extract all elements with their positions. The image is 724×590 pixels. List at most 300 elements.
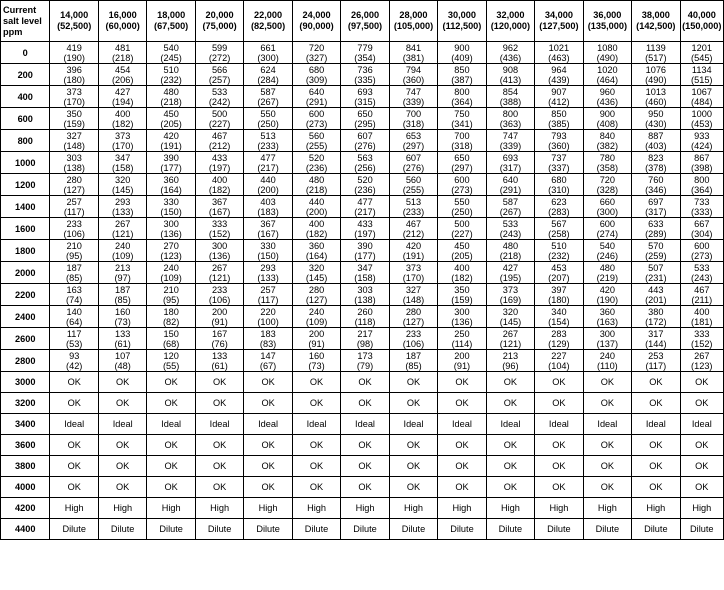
amount-secondary: (109) [111, 250, 134, 261]
table-cell [50, 284, 98, 306]
amount-secondary: (61) [114, 338, 131, 349]
amount-secondary: (190) [63, 52, 85, 63]
table-cell [50, 306, 98, 328]
status-cell: High [98, 498, 146, 519]
amount-primary: 267 [502, 328, 519, 339]
status-cell: OK [98, 435, 146, 456]
table-cell [292, 218, 340, 240]
status-cell: OK [438, 393, 486, 414]
amount-primary: 650 [357, 108, 373, 119]
amount-secondary: (219) [596, 272, 619, 283]
amount-secondary: (85) [114, 294, 131, 305]
table-cell [486, 130, 534, 152]
amount-secondary: (182) [208, 184, 231, 195]
status-cell: Ideal [195, 414, 243, 435]
amount-secondary: (517) [645, 52, 667, 63]
amount-primary: 240 [308, 306, 325, 317]
amount-secondary: (53) [66, 338, 83, 349]
amount-primary: 187 [66, 262, 82, 273]
amount-secondary: (64) [66, 316, 83, 327]
table-cell [244, 306, 292, 328]
amount-secondary: (158) [111, 162, 134, 173]
amount-primary: 333 [694, 328, 710, 339]
table-cell [244, 240, 292, 262]
amount-secondary: (333) [691, 206, 713, 217]
amount-secondary: (83) [259, 338, 277, 349]
status-cell: OK [244, 372, 292, 393]
table-cell [147, 350, 195, 372]
amount-secondary: (138) [63, 162, 85, 173]
table-cell [486, 86, 534, 108]
table-cell [680, 284, 723, 306]
volume-header [98, 1, 146, 42]
amount-secondary: (117) [257, 294, 279, 305]
volume-primary: 16,000 [108, 10, 137, 20]
table-cell [486, 108, 534, 130]
amount-primary: 1080 [597, 42, 618, 53]
table-cell [147, 42, 195, 64]
table-cell [438, 86, 486, 108]
amount-secondary: (150) [257, 250, 279, 261]
amount-secondary: (297) [402, 140, 425, 151]
amount-primary: 510 [551, 240, 567, 251]
amount-secondary: (363) [499, 118, 522, 129]
amount-primary: 373 [66, 86, 82, 97]
amount-secondary: (250) [257, 118, 279, 129]
status-cell: OK [292, 456, 340, 477]
amount-secondary: (273) [305, 118, 328, 129]
amount-secondary: (206) [111, 74, 134, 85]
amount-secondary: (137) [596, 338, 619, 349]
volume-header [147, 1, 195, 42]
volume-secondary: (135,000) [587, 21, 628, 31]
salt-level-cell: 200 [1, 64, 50, 86]
status-cell: High [535, 498, 583, 519]
amount-primary: 400 [694, 306, 710, 317]
amount-primary: 150 [163, 328, 179, 339]
amount-secondary: (232) [548, 250, 570, 261]
amount-primary: 480 [308, 174, 325, 185]
table-row [1, 42, 724, 64]
table-cell [147, 328, 195, 350]
volume-secondary: (150,000) [682, 21, 722, 31]
volume-primary: 18,000 [157, 10, 186, 20]
volume-primary: 32,000 [496, 10, 525, 20]
table-cell [632, 328, 680, 350]
volume-header [389, 1, 437, 42]
amount-secondary: (163) [596, 316, 619, 327]
amount-secondary: (100) [257, 316, 279, 327]
amount-primary: 570 [648, 240, 664, 251]
amount-primary: 477 [357, 196, 373, 207]
table-row [1, 306, 724, 328]
amount-primary: 293 [260, 262, 276, 273]
amount-primary: 513 [405, 196, 422, 207]
table-cell [147, 306, 195, 328]
status-cell: OK [341, 477, 389, 498]
amount-secondary: (150) [160, 206, 182, 217]
amount-primary: 850 [454, 64, 470, 75]
volume-header [438, 1, 486, 42]
table-cell [486, 218, 534, 240]
volume-secondary: (97,500) [347, 21, 383, 31]
status-cell: OK [195, 393, 243, 414]
table-cell [292, 130, 340, 152]
table-cell [680, 350, 723, 372]
table-cell [195, 108, 243, 130]
table-cell [341, 196, 389, 218]
amount-secondary: (145) [499, 316, 522, 327]
table-cell [292, 86, 340, 108]
table-cell [244, 174, 292, 196]
table-cell [341, 240, 389, 262]
table-row [1, 174, 724, 196]
table-cell [632, 42, 680, 64]
table-cell [292, 42, 340, 64]
table-cell [98, 218, 146, 240]
amount-secondary: (300) [596, 206, 619, 217]
amount-primary: 520 [308, 152, 325, 163]
amount-secondary: (439) [548, 74, 570, 85]
table-cell [195, 42, 243, 64]
table-cell [147, 130, 195, 152]
amount-secondary: (158) [354, 272, 376, 283]
status-cell: OK [98, 372, 146, 393]
status-cell: OK [292, 393, 340, 414]
amount-secondary: (388) [499, 96, 522, 107]
amount-primary: 907 [551, 86, 567, 97]
salt-level-cell: 3200 [1, 393, 50, 414]
volume-header [680, 1, 723, 42]
status-cell: OK [147, 372, 195, 393]
status-cell: Ideal [50, 414, 98, 435]
amount-primary: 133 [211, 350, 228, 361]
amount-primary: 600 [308, 108, 325, 119]
amount-primary: 733 [694, 196, 710, 207]
amount-primary: 240 [599, 350, 616, 361]
status-cell: OK [98, 393, 146, 414]
status-cell: OK [341, 372, 389, 393]
amount-primary: 720 [599, 174, 616, 185]
table-cell [438, 42, 486, 64]
volume-header [244, 1, 292, 42]
status-cell: High [244, 498, 292, 519]
table-cell [98, 174, 146, 196]
table-cell [389, 262, 437, 284]
amount-primary: 233 [405, 328, 422, 339]
status-cell: High [438, 498, 486, 519]
amount-primary: 107 [115, 350, 131, 361]
status-cell: OK [486, 477, 534, 498]
volume-primary: 30,000 [447, 10, 476, 20]
salt-level-cell: 1600 [1, 218, 50, 240]
table-cell [244, 350, 292, 372]
amount-secondary: (346) [645, 184, 667, 195]
table-cell [680, 218, 723, 240]
amount-secondary: (243) [691, 272, 713, 283]
amount-primary: 400 [211, 174, 228, 185]
amount-primary: 933 [694, 130, 710, 141]
amount-secondary: (218) [111, 52, 134, 63]
status-cell: OK [50, 456, 98, 477]
table-cell [535, 42, 583, 64]
table-cell [680, 240, 723, 262]
table-cell [535, 196, 583, 218]
status-cell: OK [341, 456, 389, 477]
amount-primary: 760 [648, 174, 664, 185]
amount-secondary: (295) [354, 118, 376, 129]
table-row [1, 284, 724, 306]
amount-primary: 661 [260, 42, 276, 53]
amount-secondary: (136) [160, 228, 182, 239]
status-cell: Dilute [680, 519, 723, 540]
amount-primary: 160 [115, 306, 131, 317]
amount-secondary: (436) [596, 96, 619, 107]
table-cell [438, 328, 486, 350]
table-row [1, 414, 724, 435]
table-cell [50, 262, 98, 284]
amount-primary: 867 [694, 152, 710, 163]
salt-level-cell: 1400 [1, 196, 50, 218]
table-cell [486, 306, 534, 328]
amount-secondary: (117) [645, 360, 667, 371]
table-cell [632, 262, 680, 284]
amount-primary: 360 [308, 240, 325, 251]
amount-primary: 800 [694, 174, 710, 185]
amount-primary: 850 [551, 108, 567, 119]
table-cell [244, 64, 292, 86]
status-cell: OK [486, 435, 534, 456]
table-cell [50, 130, 98, 152]
amount-primary: 624 [260, 64, 276, 75]
table-cell [583, 218, 631, 240]
status-cell: Ideal [292, 414, 340, 435]
amount-primary: 480 [502, 240, 519, 251]
table-cell [438, 218, 486, 240]
status-cell: OK [147, 456, 195, 477]
amount-secondary: (212) [402, 228, 425, 239]
amount-primary: 900 [454, 42, 470, 53]
table-cell [438, 108, 486, 130]
table-cell [583, 350, 631, 372]
salt-level-cell: 0 [1, 42, 50, 64]
amount-primary: 260 [357, 306, 373, 317]
amount-primary: 400 [115, 108, 131, 119]
table-row [1, 64, 724, 86]
status-cell: OK [195, 477, 243, 498]
table-cell [680, 108, 723, 130]
amount-primary: 443 [648, 284, 664, 295]
amount-primary: 267 [115, 218, 131, 229]
table-cell [389, 86, 437, 108]
table-cell [292, 284, 340, 306]
status-cell: OK [292, 477, 340, 498]
amount-secondary: (310) [548, 184, 570, 195]
amount-secondary: (200) [305, 206, 328, 217]
status-cell: OK [50, 477, 98, 498]
amount-primary: 360 [599, 306, 616, 317]
table-cell [98, 152, 146, 174]
table-cell [535, 108, 583, 130]
table-cell [244, 130, 292, 152]
status-cell: OK [632, 456, 680, 477]
table-cell [50, 328, 98, 350]
table-cell [680, 174, 723, 196]
amount-primary: 300 [454, 306, 470, 317]
amount-primary: 533 [694, 262, 710, 273]
amount-secondary: (378) [645, 162, 667, 173]
amount-primary: 317 [648, 328, 664, 339]
amount-secondary: (164) [305, 250, 328, 261]
salt-level-cell: 1000 [1, 152, 50, 174]
table-body [1, 42, 724, 540]
volume-header [341, 1, 389, 42]
amount-secondary: (42) [66, 360, 83, 371]
amount-secondary: (191) [402, 250, 425, 261]
table-cell [389, 350, 437, 372]
table-cell [535, 174, 583, 196]
amount-secondary: (194) [111, 96, 134, 107]
status-cell: Ideal [341, 414, 389, 435]
volume-secondary: (82,500) [250, 21, 286, 31]
table-cell [195, 86, 243, 108]
amount-secondary: (318) [402, 118, 425, 129]
table-cell [583, 152, 631, 174]
table-cell [632, 86, 680, 108]
volume-primary: 36,000 [593, 10, 622, 20]
salt-level-cell: 4000 [1, 477, 50, 498]
amount-secondary: (79) [356, 360, 374, 371]
amount-secondary: (272) [208, 52, 231, 63]
amount-primary: 270 [163, 240, 179, 251]
table-cell [292, 196, 340, 218]
table-row [1, 196, 724, 218]
amount-primary: 433 [211, 152, 228, 163]
amount-secondary: (236) [305, 162, 328, 173]
table-cell [98, 42, 146, 64]
amount-primary: 736 [357, 64, 373, 75]
status-cell: Dilute [535, 519, 583, 540]
table-cell [195, 262, 243, 284]
amount-primary: 510 [163, 64, 179, 75]
amount-primary: 653 [405, 130, 422, 141]
amount-primary: 233 [211, 284, 228, 295]
volume-primary: 38,000 [641, 10, 670, 20]
amount-primary: 962 [502, 42, 519, 53]
amount-secondary: (258) [548, 228, 570, 239]
table-row [1, 372, 724, 393]
corner-header [1, 1, 50, 42]
status-cell: Ideal [244, 414, 292, 435]
amount-secondary: (118) [354, 316, 376, 327]
amount-primary: 779 [357, 42, 373, 53]
amount-secondary: (148) [402, 294, 425, 305]
amount-secondary: (256) [354, 162, 376, 173]
amount-primary: 607 [357, 130, 373, 141]
amount-secondary: (385) [548, 118, 570, 129]
amount-secondary: (195) [499, 272, 522, 283]
status-cell: OK [389, 393, 437, 414]
amount-primary: 587 [260, 86, 276, 97]
table-row [1, 218, 724, 240]
amount-primary: 667 [694, 218, 710, 229]
table-cell [632, 174, 680, 196]
amount-secondary: (339) [402, 96, 425, 107]
amount-secondary: (152) [691, 338, 713, 349]
amount-secondary: (490) [596, 52, 619, 63]
amount-secondary: (267) [499, 206, 522, 217]
amount-primary: 183 [260, 328, 276, 339]
amount-primary: 427 [502, 262, 519, 273]
amount-secondary: (76) [211, 338, 228, 349]
salt-level-cell: 2200 [1, 284, 50, 306]
amount-primary: 750 [454, 108, 470, 119]
amount-primary: 397 [551, 284, 567, 295]
amount-secondary: (364) [451, 96, 473, 107]
salt-level-cell: 1800 [1, 240, 50, 262]
amount-secondary: (170) [63, 96, 85, 107]
amount-primary: 600 [694, 240, 710, 251]
volume-primary: 40,000 [687, 10, 716, 20]
status-cell: OK [632, 435, 680, 456]
table-cell [195, 174, 243, 196]
volume-secondary: (90,000) [299, 21, 334, 31]
table-cell [50, 86, 98, 108]
table-row [1, 152, 724, 174]
amount-secondary: (207) [548, 272, 570, 283]
table-cell [486, 196, 534, 218]
table-cell [680, 196, 723, 218]
volume-header [632, 1, 680, 42]
table-cell [583, 64, 631, 86]
amount-primary: 257 [66, 196, 82, 207]
amount-secondary: (121) [208, 272, 231, 283]
amount-secondary: (246) [596, 250, 619, 261]
amount-secondary: (96) [502, 360, 519, 371]
salt-level-cell: 2000 [1, 262, 50, 284]
amount-primary: 367 [260, 218, 276, 229]
amount-secondary: (95) [162, 294, 180, 305]
table-cell [389, 130, 437, 152]
amount-secondary: (109) [160, 272, 182, 283]
salt-level-cell: 2800 [1, 350, 50, 372]
amount-primary: 480 [163, 86, 179, 97]
amount-secondary: (129) [548, 338, 570, 349]
amount-primary: 303 [357, 284, 373, 295]
amount-secondary: (133) [111, 206, 134, 217]
amount-secondary: (382) [596, 140, 619, 151]
salt-level-cell: 3000 [1, 372, 50, 393]
amount-primary: 210 [66, 240, 82, 251]
table-cell [632, 284, 680, 306]
status-cell: OK [583, 477, 631, 498]
table-cell [50, 64, 98, 86]
status-cell: Dilute [195, 519, 243, 540]
table-cell [341, 86, 389, 108]
table-cell [341, 328, 389, 350]
status-cell: High [195, 498, 243, 519]
table-row [1, 240, 724, 262]
amount-primary: 467 [405, 218, 422, 229]
volume-secondary: (142,500) [636, 21, 676, 31]
table-cell [583, 284, 631, 306]
status-cell: Ideal [632, 414, 680, 435]
amount-primary: 794 [405, 64, 422, 75]
table-cell [389, 152, 437, 174]
amount-primary: 160 [308, 350, 325, 361]
amount-secondary: (381) [402, 52, 425, 63]
amount-secondary: (424) [691, 140, 713, 151]
